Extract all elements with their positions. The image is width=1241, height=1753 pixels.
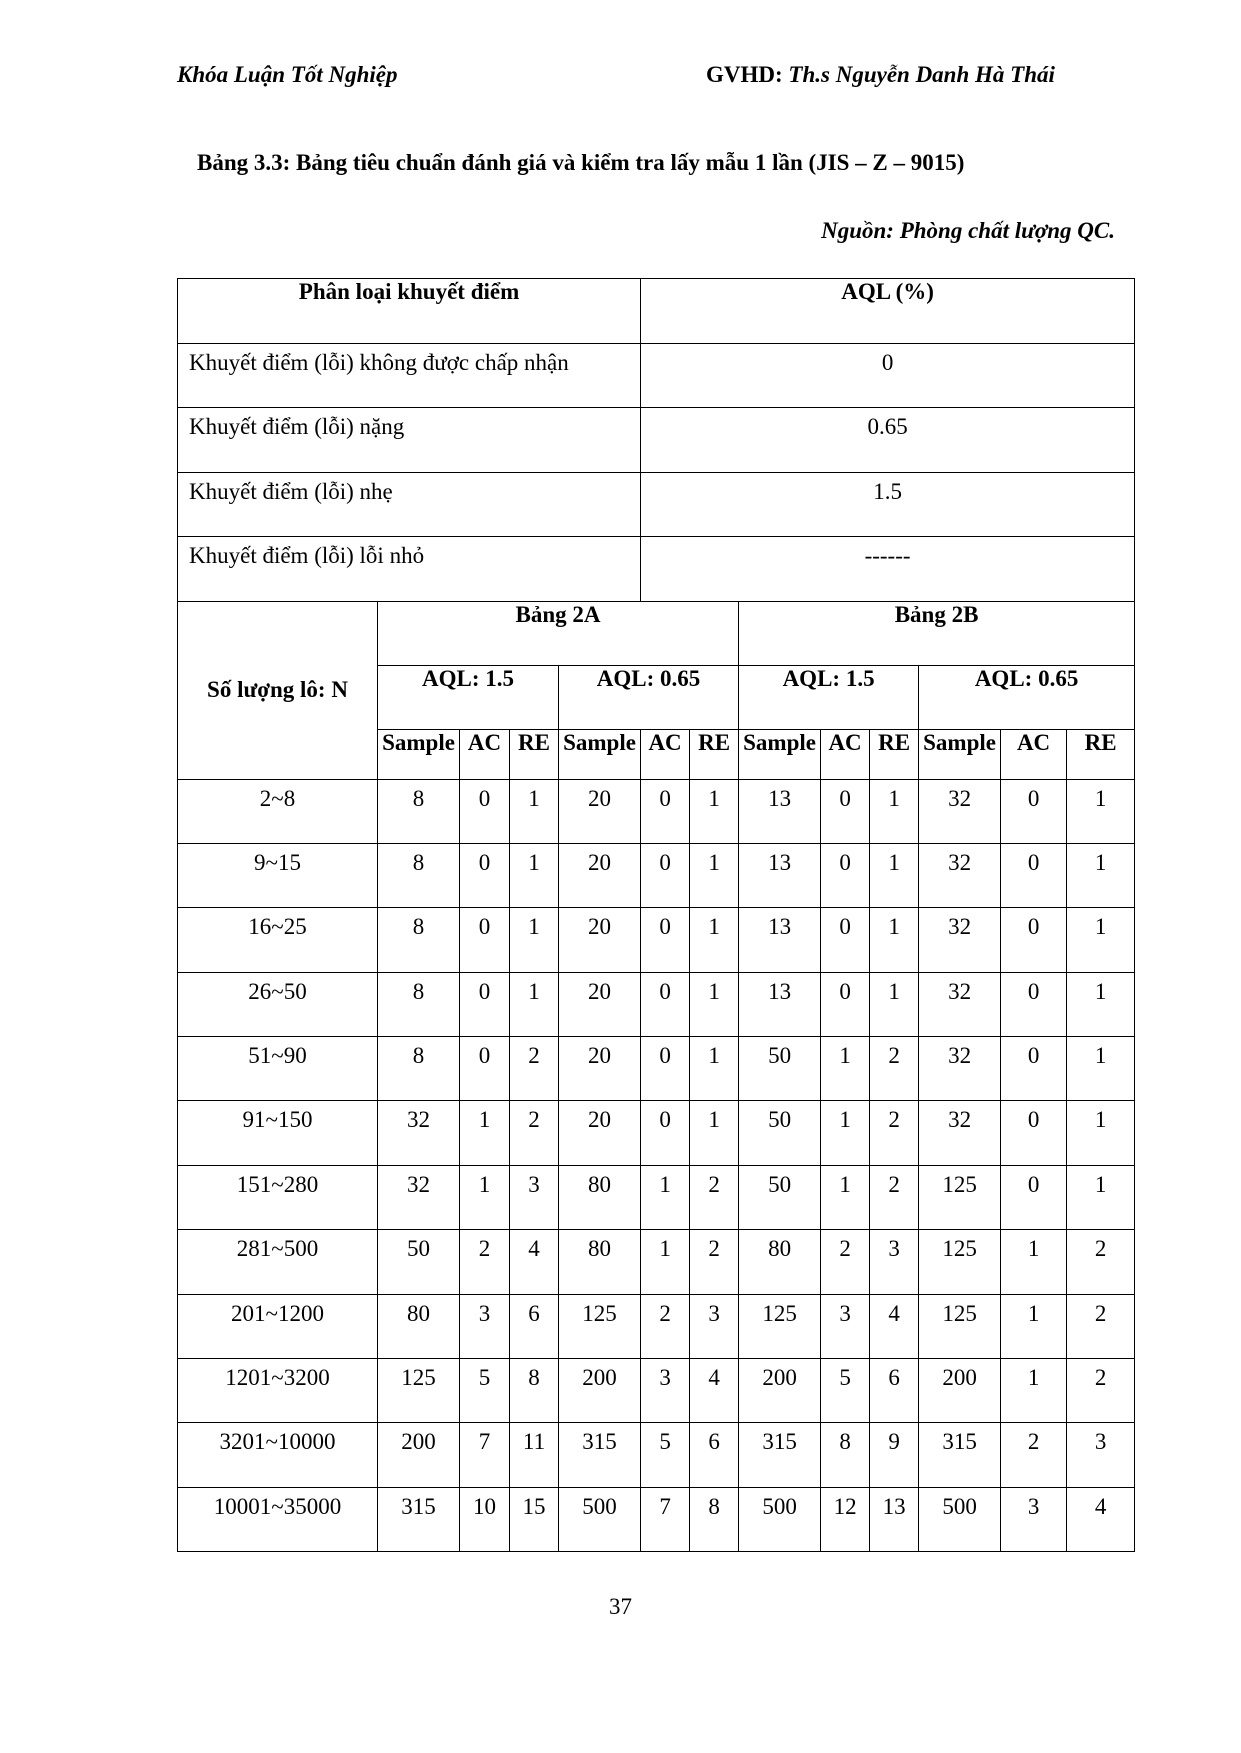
value-cell: 20 [559, 843, 641, 907]
subheader-cell: AC [821, 729, 870, 779]
value-cell: 7 [641, 1487, 690, 1551]
value-cell: 1 [510, 908, 559, 972]
value-cell: 12 [821, 1487, 870, 1551]
value-cell: 8 [690, 1487, 739, 1551]
value-cell: 0 [1001, 908, 1067, 972]
value-cell: 1 [870, 908, 919, 972]
table-source: Nguồn: Phòng chất lượng QC. [821, 218, 1115, 243]
defect-row [178, 408, 1135, 473]
value-cell: 1 [510, 972, 559, 1036]
sampling-standard-table [177, 278, 1135, 1552]
value-cell: 3 [460, 1294, 510, 1358]
value-cell: 0 [1001, 843, 1067, 907]
value-cell: 1 [690, 908, 739, 972]
subheader-cell: Sample [919, 729, 1001, 779]
value-cell: 80 [378, 1294, 460, 1358]
value-cell: 0 [641, 843, 690, 907]
value-cell: 9 [870, 1423, 919, 1487]
value-cell: 1 [1001, 1230, 1067, 1294]
table-row [178, 1037, 1135, 1101]
value-cell: 32 [919, 1101, 1001, 1165]
lot-size-cell: 9~15 [178, 843, 378, 907]
value-cell: 315 [559, 1423, 641, 1487]
value-cell: 1 [821, 1037, 870, 1101]
table-row [178, 1359, 1135, 1423]
value-cell: 80 [559, 1165, 641, 1229]
table-caption: Bảng 3.3: Bảng tiêu chuẩn đánh giá và kiểm tra lấy mẫu 1 lần (JIS – Z – 9015) [197, 150, 965, 175]
table-row [178, 972, 1135, 1036]
value-cell: 7 [460, 1423, 510, 1487]
value-cell: 1 [690, 779, 739, 843]
value-cell: 1 [1001, 1294, 1067, 1358]
value-cell: 0 [460, 779, 510, 843]
value-cell: 32 [919, 972, 1001, 1036]
table-2a-header: Bảng 2A [378, 601, 739, 665]
value-cell: 8 [378, 779, 460, 843]
value-cell: 2 [870, 1101, 919, 1165]
subheader-cell: RE [510, 729, 559, 779]
value-cell: 0 [1001, 1101, 1067, 1165]
value-cell: 20 [559, 1037, 641, 1101]
value-cell: 2 [460, 1230, 510, 1294]
value-cell: 1 [1067, 843, 1135, 907]
table-row [178, 843, 1135, 907]
lot-size-cell: 1201~3200 [178, 1359, 378, 1423]
value-cell: 0 [821, 908, 870, 972]
defect-label: Khuyết điểm (lỗi) nặng [178, 408, 641, 473]
value-cell: 1 [460, 1165, 510, 1229]
defect-label: Khuyết điểm (lỗi) nhẹ [178, 472, 641, 537]
value-cell: 50 [739, 1165, 821, 1229]
value-cell: 1 [1067, 1037, 1135, 1101]
defect-header-row [178, 279, 1135, 344]
value-cell: 1 [510, 843, 559, 907]
value-cell: 20 [559, 972, 641, 1036]
value-cell: 0 [821, 843, 870, 907]
defect-label: Khuyết điểm (lỗi) lỗi nhỏ [178, 537, 641, 602]
value-cell: 125 [919, 1230, 1001, 1294]
value-cell: 315 [378, 1487, 460, 1551]
value-cell: 0 [460, 908, 510, 972]
subheader-cell: AC [460, 729, 510, 779]
subheader-cell: RE [1067, 729, 1135, 779]
value-cell: 4 [690, 1359, 739, 1423]
value-cell: 2 [870, 1037, 919, 1101]
value-cell: 2 [690, 1165, 739, 1229]
value-cell: 200 [378, 1423, 460, 1487]
value-cell: 20 [559, 1101, 641, 1165]
defect-aql: 0 [641, 343, 1135, 408]
value-cell: 2 [870, 1165, 919, 1229]
value-cell: 2 [1001, 1423, 1067, 1487]
aql-2a-0-65: AQL: 0.65 [559, 665, 739, 729]
advisor-prefix: GVHD: [706, 62, 783, 87]
value-cell: 20 [559, 908, 641, 972]
value-cell: 3 [821, 1294, 870, 1358]
value-cell: 1 [460, 1101, 510, 1165]
lot-size-cell: 16~25 [178, 908, 378, 972]
value-cell: 32 [919, 908, 1001, 972]
value-cell: 3 [510, 1165, 559, 1229]
defect-type-header: Phân loại khuyết điểm [178, 279, 641, 344]
lot-size-header: Số lượng lô: N [178, 601, 378, 779]
header-advisor [706, 62, 1055, 88]
value-cell: 1 [821, 1101, 870, 1165]
value-cell: 50 [739, 1101, 821, 1165]
value-cell: 0 [460, 972, 510, 1036]
value-cell: 0 [641, 1101, 690, 1165]
table-row [178, 1165, 1135, 1229]
value-cell: 8 [378, 1037, 460, 1101]
value-cell: 500 [919, 1487, 1001, 1551]
value-cell: 3 [870, 1230, 919, 1294]
value-cell: 3 [1001, 1487, 1067, 1551]
value-cell: 11 [510, 1423, 559, 1487]
value-cell: 1 [1001, 1359, 1067, 1423]
value-cell: 200 [739, 1359, 821, 1423]
advisor-name: Th.s Nguyễn Danh Hà Thái [788, 62, 1055, 87]
value-cell: 8 [510, 1359, 559, 1423]
value-cell: 2 [510, 1037, 559, 1101]
value-cell: 0 [460, 1037, 510, 1101]
value-cell: 1 [1067, 1165, 1135, 1229]
value-cell: 4 [510, 1230, 559, 1294]
value-cell: 32 [378, 1165, 460, 1229]
value-cell: 125 [919, 1165, 1001, 1229]
value-cell: 32 [919, 1037, 1001, 1101]
value-cell: 125 [378, 1359, 460, 1423]
subheader-cell: Sample [739, 729, 821, 779]
value-cell: 32 [919, 843, 1001, 907]
subheader-cell: RE [870, 729, 919, 779]
value-cell: 1 [1067, 779, 1135, 843]
value-cell: 1 [641, 1165, 690, 1229]
lot-size-cell: 51~90 [178, 1037, 378, 1101]
defect-aql: ------ [641, 537, 1135, 602]
table-row [178, 779, 1135, 843]
value-cell: 1 [690, 843, 739, 907]
value-cell: 13 [739, 972, 821, 1036]
value-cell: 13 [870, 1487, 919, 1551]
value-cell: 6 [870, 1359, 919, 1423]
value-cell: 8 [378, 972, 460, 1036]
header-thesis-title: Khóa Luận Tốt Nghiệp [177, 62, 398, 87]
value-cell: 13 [739, 908, 821, 972]
value-cell: 200 [559, 1359, 641, 1423]
value-cell: 500 [559, 1487, 641, 1551]
value-cell: 3 [641, 1359, 690, 1423]
subheader-cell: AC [1001, 729, 1067, 779]
value-cell: 1 [1067, 1101, 1135, 1165]
value-cell: 0 [641, 1037, 690, 1101]
value-cell: 2 [510, 1101, 559, 1165]
value-cell: 1 [870, 843, 919, 907]
value-cell: 0 [821, 779, 870, 843]
defect-label: Khuyết điểm (lỗi) không được chấp nhận [178, 343, 641, 408]
table-row [178, 1423, 1135, 1487]
aql-percent-header: AQL (%) [641, 279, 1135, 344]
value-cell: 10 [460, 1487, 510, 1551]
value-cell: 0 [1001, 972, 1067, 1036]
lot-size-cell: 10001~35000 [178, 1487, 378, 1551]
value-cell: 13 [739, 779, 821, 843]
subheader-cell: Sample [559, 729, 641, 779]
value-cell: 3 [1067, 1423, 1135, 1487]
value-cell: 1 [870, 779, 919, 843]
value-cell: 315 [739, 1423, 821, 1487]
value-cell: 0 [641, 908, 690, 972]
aql-2a-1-5: AQL: 1.5 [378, 665, 559, 729]
value-cell: 2 [690, 1230, 739, 1294]
value-cell: 0 [1001, 779, 1067, 843]
value-cell: 20 [559, 779, 641, 843]
value-cell: 1 [690, 1101, 739, 1165]
value-cell: 315 [919, 1423, 1001, 1487]
value-cell: 125 [919, 1294, 1001, 1358]
value-cell: 6 [510, 1294, 559, 1358]
value-cell: 0 [821, 972, 870, 1036]
value-cell: 32 [378, 1101, 460, 1165]
table-row [178, 1101, 1135, 1165]
subheader-cell: RE [690, 729, 739, 779]
subheader-cell: AC [641, 729, 690, 779]
defect-row [178, 537, 1135, 602]
table-row [178, 908, 1135, 972]
aql-2b-0-65: AQL: 0.65 [919, 665, 1135, 729]
value-cell: 80 [559, 1230, 641, 1294]
value-cell: 0 [1001, 1037, 1067, 1101]
value-cell: 1 [641, 1230, 690, 1294]
lot-size-cell: 91~150 [178, 1101, 378, 1165]
value-cell: 8 [378, 843, 460, 907]
lot-size-cell: 2~8 [178, 779, 378, 843]
value-cell: 2 [821, 1230, 870, 1294]
value-cell: 5 [460, 1359, 510, 1423]
value-cell: 1 [690, 972, 739, 1036]
value-cell: 1 [1067, 972, 1135, 1036]
table-row [178, 1230, 1135, 1294]
value-cell: 50 [378, 1230, 460, 1294]
value-cell: 80 [739, 1230, 821, 1294]
value-cell: 2 [1067, 1359, 1135, 1423]
value-cell: 15 [510, 1487, 559, 1551]
value-cell: 5 [641, 1423, 690, 1487]
value-cell: 50 [739, 1037, 821, 1101]
value-cell: 5 [821, 1359, 870, 1423]
subheader-cell: Sample [378, 729, 460, 779]
value-cell: 0 [460, 843, 510, 907]
value-cell: 0 [1001, 1165, 1067, 1229]
lot-size-cell: 201~1200 [178, 1294, 378, 1358]
value-cell: 2 [1067, 1294, 1135, 1358]
defect-row [178, 343, 1135, 408]
value-cell: 8 [378, 908, 460, 972]
value-cell: 1 [821, 1165, 870, 1229]
aql-2b-1-5: AQL: 1.5 [739, 665, 919, 729]
value-cell: 500 [739, 1487, 821, 1551]
value-cell: 2 [641, 1294, 690, 1358]
value-cell: 3 [690, 1294, 739, 1358]
defect-aql: 0.65 [641, 408, 1135, 473]
defect-row [178, 472, 1135, 537]
value-cell: 6 [690, 1423, 739, 1487]
value-cell: 0 [641, 972, 690, 1036]
value-cell: 4 [1067, 1487, 1135, 1551]
sampling-data-body [178, 779, 1135, 1552]
value-cell: 125 [739, 1294, 821, 1358]
value-cell: 125 [559, 1294, 641, 1358]
value-cell: 32 [919, 779, 1001, 843]
value-cell: 2 [1067, 1230, 1135, 1294]
defect-aql: 1.5 [641, 472, 1135, 537]
lot-size-cell: 151~280 [178, 1165, 378, 1229]
value-cell: 1 [690, 1037, 739, 1101]
table-row [178, 1294, 1135, 1358]
value-cell: 0 [641, 779, 690, 843]
value-cell: 13 [739, 843, 821, 907]
value-cell: 4 [870, 1294, 919, 1358]
value-cell: 200 [919, 1359, 1001, 1423]
value-cell: 1 [1067, 908, 1135, 972]
table-2b-header: Bảng 2B [739, 601, 1135, 665]
lot-size-cell: 3201~10000 [178, 1423, 378, 1487]
page-number: 37 [609, 1594, 632, 1619]
lot-size-cell: 281~500 [178, 1230, 378, 1294]
value-cell: 1 [510, 779, 559, 843]
lot-size-cell: 26~50 [178, 972, 378, 1036]
table-group-row [178, 601, 1135, 665]
value-cell: 8 [821, 1423, 870, 1487]
table-row [178, 1487, 1135, 1551]
value-cell: 1 [870, 972, 919, 1036]
